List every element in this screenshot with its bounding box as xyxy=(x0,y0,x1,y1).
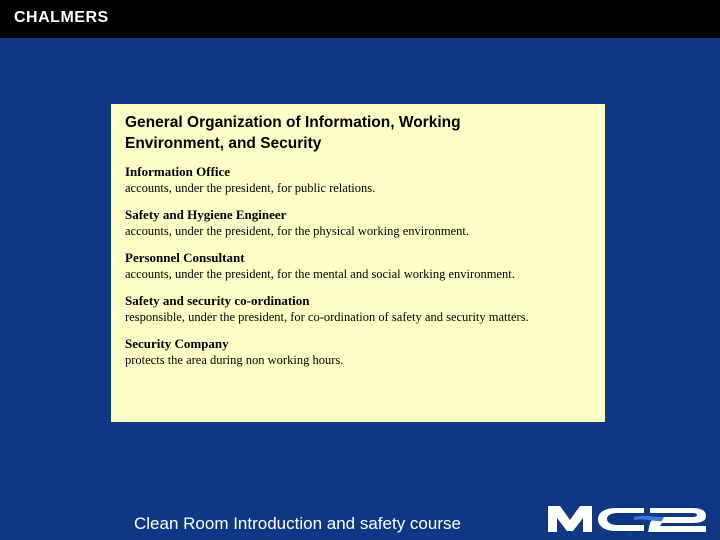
panel-title-line-2: Environment, and Security xyxy=(125,135,322,152)
section-text: responsible, under the president, for co-ordination of safety and security matters. xyxy=(125,310,529,324)
footer-caption: Clean Room Introduction and safety course xyxy=(134,514,461,533)
chalmers-logo: CHALMERS xyxy=(14,9,109,26)
section-text: accounts, under the president, for public relations. xyxy=(125,181,376,195)
section-security-company xyxy=(125,336,591,368)
section-text: accounts, under the president, for the physical working environment. xyxy=(125,224,470,238)
section-text: accounts, under the president, for the mental and social working environment. xyxy=(125,267,515,281)
content-panel xyxy=(111,104,605,422)
panel-title xyxy=(125,112,591,154)
section-heading: Information Office xyxy=(125,164,231,179)
section-heading: Safety and Hygiene Engineer xyxy=(125,207,287,222)
section-information-office xyxy=(125,164,591,196)
section-heading: Security Company xyxy=(125,336,229,351)
section-heading: Personnel Consultant xyxy=(125,250,245,265)
section-safety-hygiene-engineer xyxy=(125,207,591,239)
section-text: protects the area during non working hours. xyxy=(125,353,344,367)
mc2-logo xyxy=(546,502,712,536)
section-personnel-consultant xyxy=(125,250,591,282)
section-safety-security-coordination xyxy=(125,293,591,325)
mc2-logo-text: MC2 xyxy=(629,535,632,536)
panel-title-line-1: General Organization of Information, Working xyxy=(125,114,461,131)
top-bar xyxy=(0,0,720,38)
section-heading: Safety and security co-ordination xyxy=(125,293,310,308)
